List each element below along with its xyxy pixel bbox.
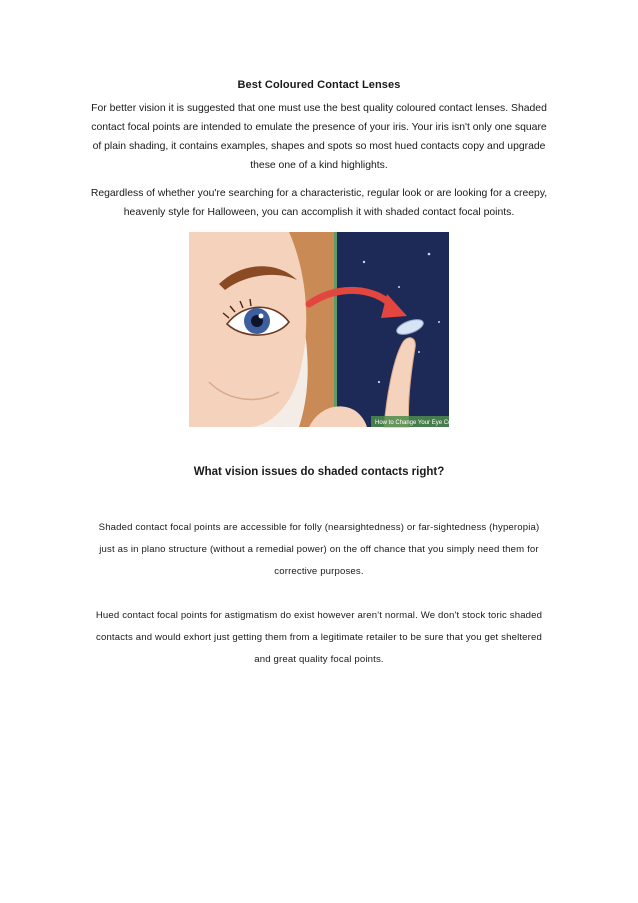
illustration-svg [189, 232, 459, 427]
star [363, 261, 365, 263]
intro-paragraph: For better vision it is suggested that one must use the best quality coloured contact lenses. Shaded contact focal points are intended to emulate the presence of your iris. Your iris isn't only one square of plain shading, it contains examples, shapes and spots so most hued contacts copy and upgrade these one of a kind highlights. [91, 103, 547, 171]
star [398, 286, 400, 288]
halloween-paragraph: Regardless of whether you're searching for a characteristic, regular look or are looking for a creepy, heavenly style for Halloween, you can accomplish it with shaded contact focal points. [90, 188, 548, 218]
star [378, 381, 380, 383]
star [428, 253, 431, 256]
astigmatism-paragraph: Hued contact focal points for astigmatism do exist however aren't normal. We don't stock toric shaded contacts and would exhort just getting them from a legitimate retailer to be sure that you get sheltered and great quality focal points. [95, 610, 543, 665]
document-title: Best Coloured Contact Lenses [237, 79, 401, 91]
vision-issues-paragraph: Shaded contact focal points are accessible for folly (nearsightedness) or far-sightedness (hyperopia) just as in plano structure (without a remedial power) on the off chance that you simply need them for corrective purposes. [98, 522, 540, 577]
star [418, 351, 420, 353]
image-watermark: How to Change Your Eye Color [375, 420, 459, 426]
section-heading: What vision issues do shaded contacts right? [193, 466, 445, 478]
star [438, 321, 440, 323]
eye-highlight [259, 314, 264, 319]
contact-lens-illustration [189, 232, 459, 427]
